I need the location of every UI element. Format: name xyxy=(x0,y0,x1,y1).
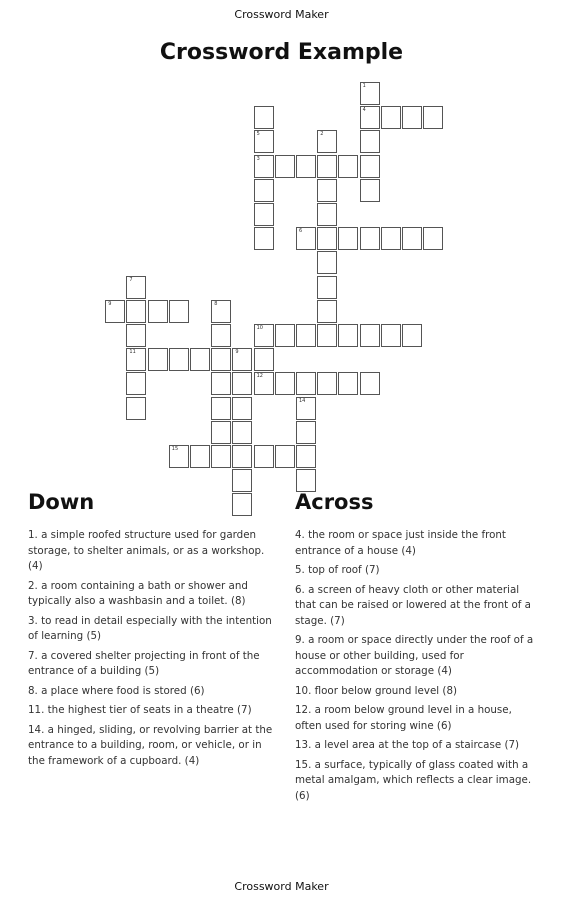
clue-number: 12 xyxy=(256,373,263,380)
grid-cell[interactable] xyxy=(211,445,231,468)
grid-cell[interactable] xyxy=(296,397,316,420)
down-clue: 11. the highest tier of seats in a theatre (7) xyxy=(28,704,252,716)
grid-cell[interactable] xyxy=(296,227,316,250)
grid-cell[interactable] xyxy=(317,179,337,202)
grid-cell[interactable] xyxy=(317,155,337,178)
across-clue: 15. a surface, typically of glass coated with a metal amalgam, which reflects a clear image. (6) xyxy=(295,758,532,802)
clue-number: 14 xyxy=(299,397,306,404)
grid-cell[interactable] xyxy=(211,300,231,323)
clue-number: 4 xyxy=(362,107,366,114)
grid-cell[interactable] xyxy=(338,324,358,347)
grid-cell[interactable] xyxy=(126,324,146,347)
footer-label: Crossword Maker xyxy=(234,880,329,893)
across-clue-list xyxy=(295,528,540,808)
grid-cell[interactable] xyxy=(169,300,189,323)
across-clue: 12. a room below ground level in a house, often used for storing wine (6) xyxy=(295,704,512,732)
grid-cell[interactable] xyxy=(296,469,316,492)
grid-cell[interactable] xyxy=(232,397,252,420)
grid-cell[interactable] xyxy=(360,106,380,129)
grid-cell[interactable] xyxy=(317,251,337,274)
across-clue: 9. a room or space directly under the roof of a house or other building, used for accommodation or storage (4) xyxy=(295,634,534,677)
clue-number: 9 xyxy=(235,349,239,356)
grid-cell[interactable] xyxy=(254,106,274,129)
down-clue: 8. a place where food is stored (6) xyxy=(28,684,205,697)
grid-cell[interactable] xyxy=(360,155,380,178)
page-title: Crossword Example xyxy=(159,40,404,65)
grid-cell[interactable] xyxy=(190,445,210,468)
grid-cell[interactable] xyxy=(275,155,295,178)
grid-cell[interactable] xyxy=(232,421,252,444)
across-clue: 4. the room or space just inside the front entrance of a house (4) xyxy=(295,529,506,557)
header-label: Crossword Maker xyxy=(234,8,329,21)
grid-cell[interactable] xyxy=(254,227,274,250)
down-clue: 2. a room containing a bath or shower and typically also a washbasin and a toilet. (8) xyxy=(28,579,248,607)
grid-cell[interactable] xyxy=(232,348,252,371)
clue-number: 9 xyxy=(108,300,112,307)
grid-cell[interactable] xyxy=(381,227,401,250)
across-clue: 10. floor below ground level (8) xyxy=(295,684,458,697)
grid-cell[interactable] xyxy=(402,324,422,347)
grid-cell[interactable] xyxy=(126,300,146,323)
grid-cell[interactable] xyxy=(360,130,380,153)
clue-number: 3 xyxy=(256,155,260,162)
grid-cell[interactable] xyxy=(317,227,337,250)
grid-cell[interactable] xyxy=(360,372,380,395)
grid-cell[interactable] xyxy=(317,372,337,395)
grid-cell[interactable] xyxy=(296,421,316,444)
grid-cell[interactable] xyxy=(317,324,337,347)
grid-cell[interactable] xyxy=(423,106,443,129)
clue-number: 5 xyxy=(256,131,260,138)
grid-cell[interactable] xyxy=(317,276,337,299)
clue-number: 15 xyxy=(171,446,179,452)
grid-cell[interactable] xyxy=(169,348,189,371)
grid-cell[interactable] xyxy=(254,348,274,371)
grid-cell[interactable] xyxy=(126,348,146,371)
grid-cell[interactable] xyxy=(317,300,337,323)
grid-cell[interactable] xyxy=(275,324,295,347)
grid-cell[interactable] xyxy=(402,227,422,250)
grid-cell[interactable] xyxy=(317,203,337,226)
grid-cell[interactable] xyxy=(275,372,295,395)
grid-cell[interactable] xyxy=(254,445,274,468)
clue-number: 6 xyxy=(299,228,303,235)
grid-cell[interactable] xyxy=(296,155,316,178)
down-clue: 3. to read in detail especially with the intention of learning (5) xyxy=(28,614,272,642)
clue-number: 11 xyxy=(129,349,136,356)
grid-cell[interactable] xyxy=(126,276,146,299)
clue-number: 7 xyxy=(129,276,133,283)
down-clue: 1. a simple roofed structure used for garden storage, to shelter animals, or as a workshop. (4) xyxy=(28,529,265,572)
grid-cell[interactable] xyxy=(381,324,401,347)
across-clue: 6. a screen of heavy cloth or other material that can be raised or lowered at the front of a stage. (7) xyxy=(295,583,531,627)
grid-cell[interactable] xyxy=(232,469,252,492)
grid-cell[interactable] xyxy=(254,203,274,226)
grid-cell[interactable] xyxy=(338,372,358,395)
grid-cell[interactable] xyxy=(338,227,358,250)
grid-cell[interactable] xyxy=(381,106,401,129)
grid-cell[interactable] xyxy=(360,227,380,250)
grid-cell[interactable] xyxy=(296,445,316,468)
grid-cell[interactable] xyxy=(254,130,274,153)
grid-cell[interactable] xyxy=(360,82,380,105)
across-clue: 5. top of roof (7) xyxy=(295,564,380,576)
grid-cell[interactable] xyxy=(148,348,168,371)
clue-number: 1 xyxy=(362,83,366,89)
grid-cell[interactable] xyxy=(169,445,189,468)
grid-cell[interactable] xyxy=(296,324,316,347)
grid-cell[interactable] xyxy=(232,493,252,516)
down-clue-list xyxy=(28,528,273,773)
clue-number: 8 xyxy=(214,300,218,307)
grid-cell[interactable] xyxy=(317,130,337,153)
grid-cell[interactable] xyxy=(211,421,231,444)
grid-cell[interactable] xyxy=(211,397,231,420)
clue-number: 10 xyxy=(256,325,263,331)
grid-cell[interactable] xyxy=(275,445,295,468)
grid-cell[interactable] xyxy=(296,372,316,395)
down-clue: 7. a covered shelter projecting in front of the entrance of a building (5) xyxy=(28,649,260,677)
grid-cell[interactable] xyxy=(338,155,358,178)
down-heading: Down xyxy=(28,490,95,514)
grid-cell[interactable] xyxy=(148,300,168,323)
grid-cell[interactable] xyxy=(232,372,252,395)
grid-cell[interactable] xyxy=(254,155,274,178)
down-clue: 14. a hinged, sliding, or revolving barrier at the entrance to a building, room, or vehicle, or in the framework of a cupboard. (4) xyxy=(28,723,273,767)
grid-cell[interactable] xyxy=(232,445,252,468)
grid-cell[interactable] xyxy=(254,179,274,202)
grid-cell[interactable] xyxy=(190,348,210,371)
grid-cell[interactable] xyxy=(126,397,146,420)
grid-cell[interactable] xyxy=(211,324,231,347)
grid-cell[interactable] xyxy=(105,300,125,323)
grid-cell[interactable] xyxy=(360,179,380,202)
clue-number: 2 xyxy=(320,131,324,138)
across-heading: Across xyxy=(295,490,374,514)
grid-cell[interactable] xyxy=(402,106,422,129)
grid-cell[interactable] xyxy=(254,372,274,395)
grid-cell[interactable] xyxy=(360,324,380,347)
grid-cell[interactable] xyxy=(423,227,443,250)
grid-cell[interactable] xyxy=(211,348,231,371)
grid-cell[interactable] xyxy=(126,372,146,395)
across-clue: 13. a level area at the top of a staircase (7) xyxy=(295,739,520,751)
grid-cell[interactable] xyxy=(211,372,231,395)
grid-cell[interactable] xyxy=(254,324,274,347)
